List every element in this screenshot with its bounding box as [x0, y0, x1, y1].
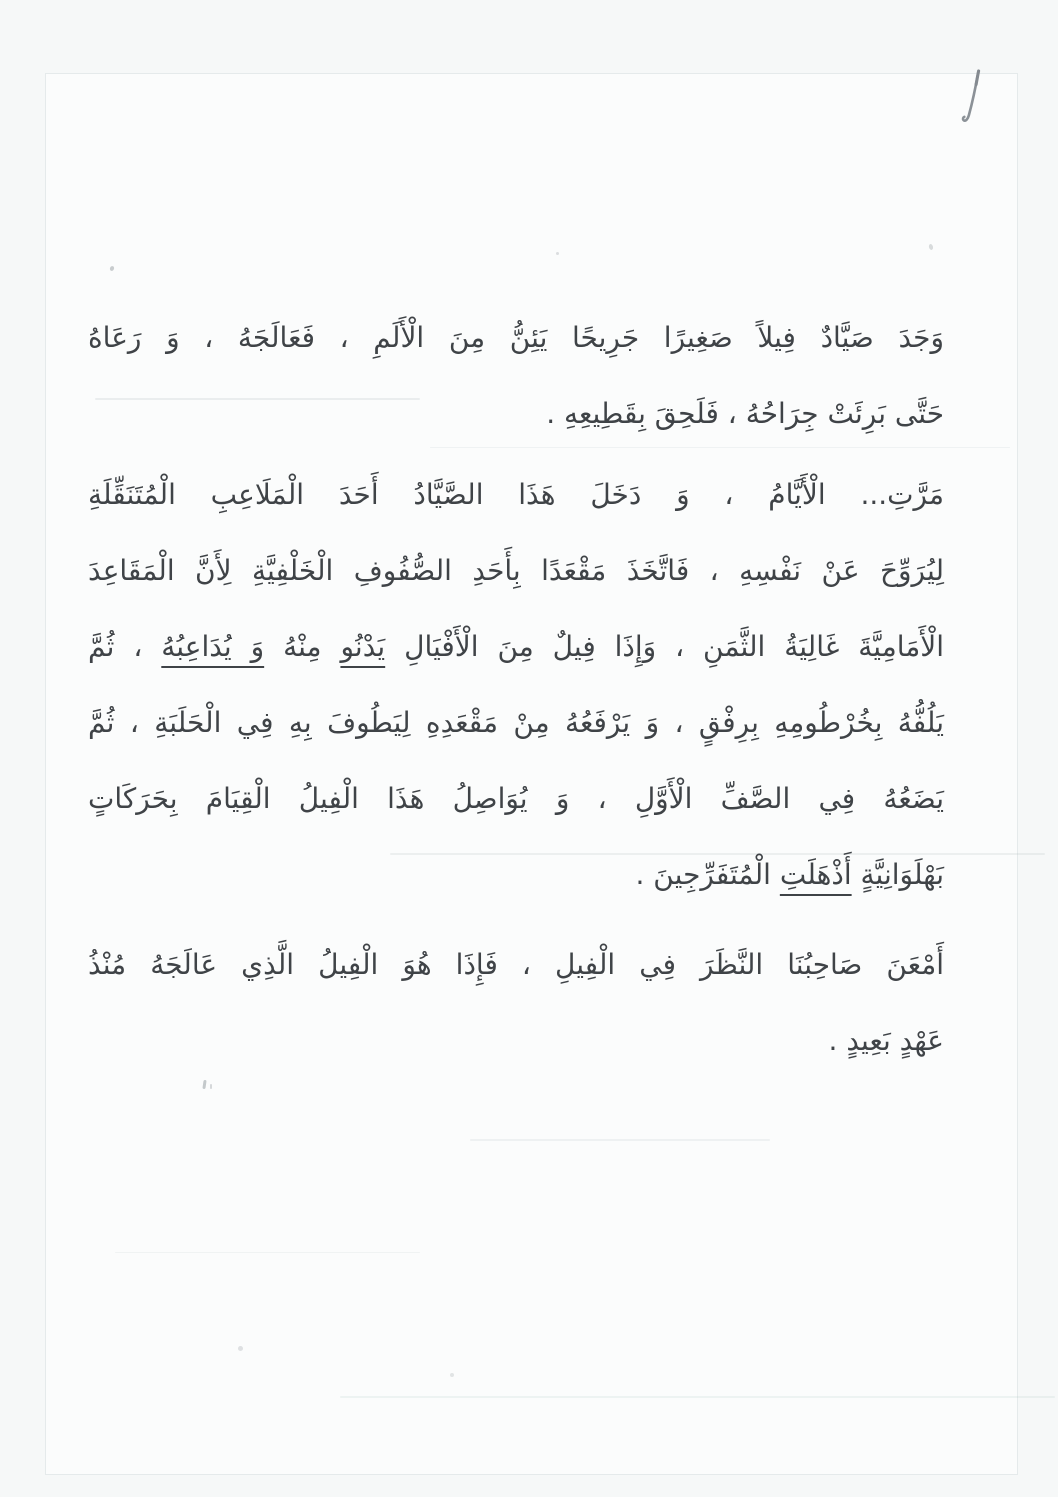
- text-line: [88, 927, 944, 1003]
- scan-streak: [115, 1252, 420, 1253]
- underlined-word: وَ يُدَاعِبُهُ: [161, 630, 265, 663]
- text-segment: بَهْلَوَانِيَّةٍ: [851, 858, 944, 891]
- paragraph: [88, 300, 944, 452]
- text-segment: يَضَعُهُ فِي الصَّفِّ الْأَوَّلِ ، وَ يُوَاصِلُ هَذَا الْفِيلُ الْقِيَامَ بِحَرَكَاتٍ: [88, 782, 944, 815]
- text-line: [88, 300, 944, 376]
- text-segment: عَهْدٍ بَعِيدٍ .: [828, 1024, 944, 1057]
- text-segment: ، ثُمَّ: [88, 630, 162, 663]
- paragraph: [88, 457, 944, 913]
- text-segment: مَرَّتِ... الْأَيَّامُ ، وَ دَخَلَ هَذَا الصَّيَّادُ أَحَدَ الْمَلَاعِبِ الْمُتَنَقِّلَةِ: [88, 478, 944, 511]
- text-line: [88, 457, 944, 533]
- underlined-word: يَدْنُو: [340, 630, 386, 663]
- scan-speck: [450, 1373, 454, 1377]
- text-segment: وَجَدَ صَيَّادٌ فِيلاً صَغِيرًا جَرِيحًا يَئِنُّ مِنَ الْأَلَمِ ، فَعَالَجَهُ ، وَ رَعَاهُ: [88, 321, 944, 354]
- underlined-word: أَذْهَلَتِ: [779, 858, 852, 891]
- text-line: [88, 685, 944, 761]
- text-line: [88, 533, 944, 609]
- scan-speck: [210, 1084, 212, 1089]
- arabic-text-block: [88, 300, 944, 1079]
- paragraph: [88, 927, 944, 1079]
- scan-streak: [470, 1139, 770, 1141]
- scan-speck: [238, 1346, 243, 1351]
- scan-speck: [556, 252, 559, 255]
- text-segment: الْمُتَفَرِّجِينَ .: [635, 858, 780, 891]
- text-segment: الْأَمَامِيَّةَ غَالِيَةُ الثَّمَنِ ، وَإِذَا فِيلٌ مِنَ الْأَفْيَالِ: [385, 630, 945, 663]
- text-line: [88, 1003, 944, 1079]
- handwritten-page-mark: [941, 58, 1001, 138]
- text-segment: لِيُرَوِّحَ عَنْ نَفْسِهِ ، فَاتَّخَذَ مَقْعَدًا بِأَحَدِ الصُّفُوفِ الْخَلْفِيَّةِ لِأَنَّ الْمَقَاعِدَ: [88, 554, 944, 587]
- text-segment: مِنْهُ: [264, 630, 341, 663]
- text-line: [88, 609, 944, 685]
- text-segment: يَلُفُّهُ بِخُرْطُومِهِ بِرِفْقٍ ، وَ يَرْفَعُهُ مِنْ مَقْعَدِهِ لِيَطُوفَ بِهِ فِي الْحَلَبَةِ ، ثُمَّ: [88, 706, 944, 739]
- scan-streak: [340, 1396, 1055, 1398]
- text-line: [88, 761, 944, 837]
- text-line: [88, 376, 944, 452]
- text-segment: حَتَّى بَرِئَتْ جِرَاحُهُ ، فَلَحِقَ بِقَطِيعِهِ .: [546, 397, 944, 430]
- text-line: [88, 837, 944, 913]
- text-segment: أَمْعَنَ صَاحِبُنَا النَّظَرَ فِي الْفِيلِ ، فَإِذَا هُوَ الْفِيلُ الَّذِي عَالَجَهُ مُنْذُ: [88, 948, 944, 981]
